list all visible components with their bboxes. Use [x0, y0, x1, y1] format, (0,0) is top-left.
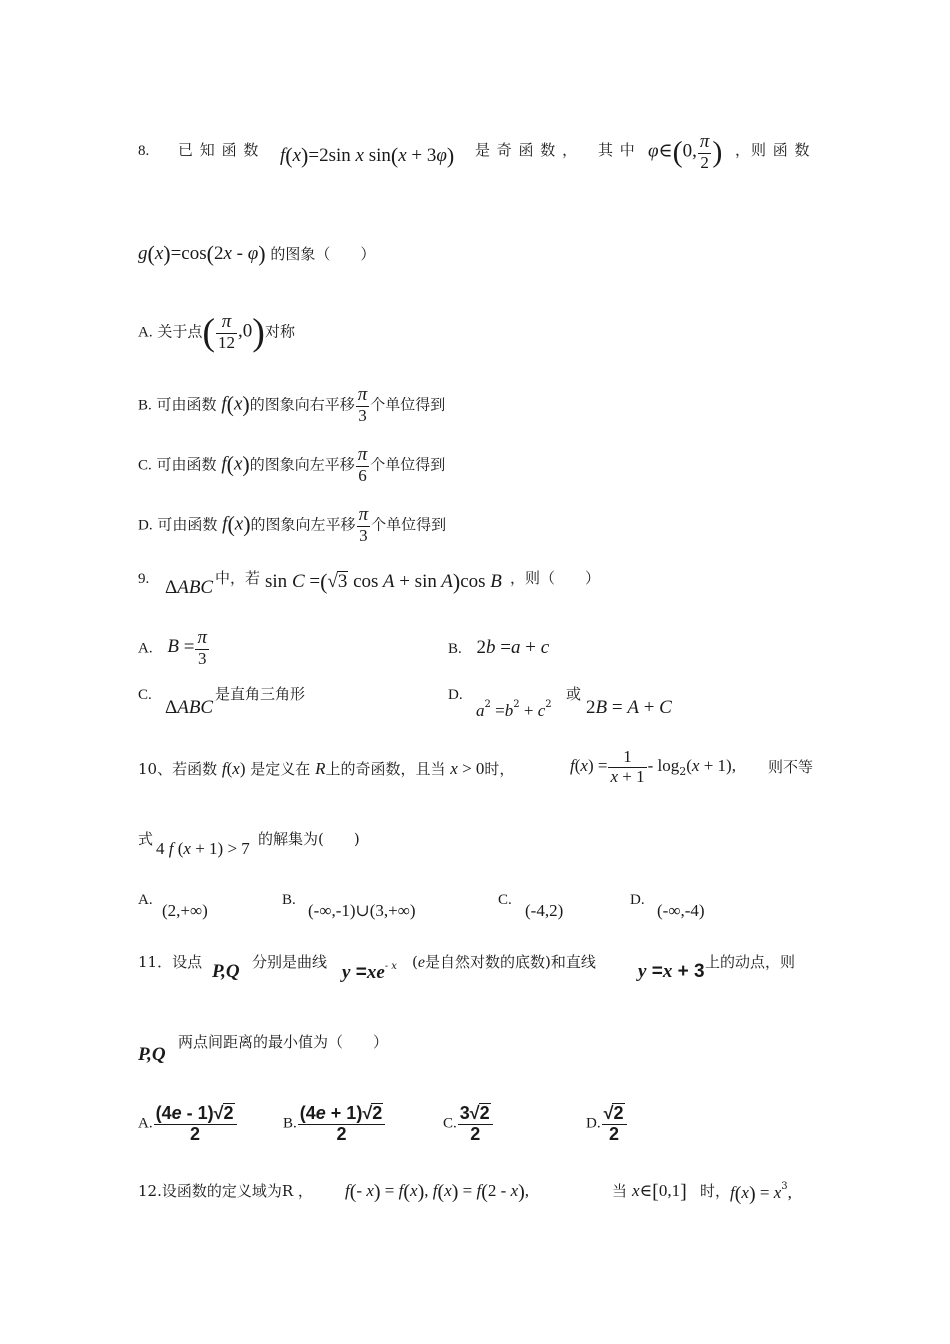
q8-number: 8.: [138, 143, 150, 159]
q8-odd-text: 是 奇 函 数 ，: [475, 141, 579, 159]
q9-triangle: ΔABC: [165, 577, 214, 598]
q11-e-note2: 是自然对数的底数)和直线: [424, 953, 596, 971]
q10-number: 10、若函数: [138, 760, 218, 778]
q8-d-text2: 的图象向左平移: [250, 515, 356, 534]
q11-option-d: D. $\frac{√2}{2}$: [586, 1103, 628, 1145]
q11-option-c: C. $\frac{3√2}{2}$: [443, 1103, 494, 1145]
q10-d-label: D.: [630, 892, 645, 908]
q8-intro: 已 知 函 数: [178, 141, 260, 159]
q8-fx-definition: f(x)=2sin x sin(x + 3φ): [280, 143, 455, 168]
q11-text1: 分别是曲线: [252, 953, 328, 971]
q8-c-text1: 可由函数: [156, 455, 217, 474]
q11-text2: 上的动点，则: [705, 953, 796, 971]
q11-line1: [138, 955, 202, 970]
q10-a-text: (2,+∞): [162, 901, 208, 920]
q11-line: y =x + 3: [638, 961, 705, 982]
q10-b-label: B.: [282, 892, 296, 908]
q8-a-text2: 对称: [264, 322, 295, 341]
q8-option-d: D. 可由函数 f(x)的图象向左平移 $\frac{\pi}{3}$ 个单位得到: [138, 504, 447, 545]
q9-c-triangle: ΔABC: [165, 697, 214, 718]
q11-option-b: B. $\frac{(4e + 1)√2}{2}$: [283, 1103, 386, 1145]
q9-b-label: B.: [448, 641, 462, 657]
q10-a-label: A.: [138, 892, 153, 908]
q8-c-label: C.: [138, 457, 152, 474]
q9-then: ，则（ ）: [510, 569, 601, 587]
q10-d-text: (-∞,-4): [657, 901, 705, 920]
q11-number: 11．设点: [138, 953, 203, 971]
q10-ineq: 4 f (x + 1) > 7: [156, 839, 250, 858]
q9-d-eq2: 2B = A + C: [586, 697, 672, 718]
q11-pq: P,Q: [212, 961, 240, 982]
q8-pi-over-12: $\frac{\pi}{12}$: [218, 311, 236, 352]
q12-def: $f(x) = x^3$,: [730, 1181, 792, 1205]
q8-gx: g(x)=cos(2x - φ) 的图象（ ）: [138, 241, 376, 266]
q9-d-label: D.: [448, 687, 463, 703]
q8-then-text: ，则 函 数: [735, 141, 811, 159]
q12-text1: 当: [612, 1182, 628, 1200]
q8-b-text2: 的图象向右平移: [249, 395, 355, 414]
q8-c-text2: 的图象向左平移: [249, 455, 355, 474]
q9-in-if: 中，若: [215, 569, 261, 587]
q9-equation: sin C =(√3 cos A + sin A)cos B: [265, 569, 502, 594]
q10-text4: 则不等: [768, 758, 814, 776]
q8-fx-formula: f: [280, 145, 286, 166]
q8-a-label: A.: [138, 324, 153, 341]
q10-frac: $\frac{1}{x + 1}$: [610, 747, 645, 786]
q10-text5: 式: [138, 830, 154, 848]
q12-range: x∈[0,1]: [632, 1181, 687, 1203]
q10-line1: 10、若函数 f(x) 是定义在 R上的奇函数，且当 x > 0时，: [138, 759, 515, 778]
q10-line2: [138, 832, 153, 847]
q11-option-a: A. $\frac{(4e - 1)√2}{2}$: [138, 1103, 238, 1145]
q10-def: f(x) = $\frac{1}{x + 1}$ - $\log_2(x + 1)$,: [570, 747, 736, 786]
q12-cond: f(- x) = f(x), f(x) = f(2 - x),: [345, 1181, 530, 1203]
q8-d-shift: $\frac{\pi}{3}$: [358, 504, 369, 545]
q11-c-label: C.: [443, 1115, 457, 1132]
q8-b-text1: 可由函数: [156, 395, 217, 414]
q11-curve: $y =xe^{- x}$: [342, 961, 397, 983]
q11-pq2: P,Q: [138, 1044, 166, 1065]
q8-c-text3: 个单位得到: [370, 455, 446, 474]
q11-text3: 两点间距离的最小值为（ ）: [178, 1033, 389, 1051]
q8-option-a: A. 关于点( $\frac{\pi}{12}$ ,0)对称: [138, 311, 295, 354]
q8-b-shift: $\frac{\pi}{3}$: [357, 384, 368, 425]
q9-option-c: [138, 687, 152, 703]
q12-number: 12.设函数的定义域为R ，: [138, 1182, 313, 1200]
q8-phi-range: φ∈(0, $\frac{\pi}{2}$ ): [648, 131, 723, 172]
q11-e: e: [417, 954, 425, 971]
q9-d-eq1: $a^2 =b^2 + c^2$: [476, 699, 552, 720]
q9-c-label: C.: [138, 687, 152, 703]
q8-a-text1: 关于点: [157, 322, 203, 341]
q9-number: 9.: [138, 571, 150, 587]
q8-line1: [138, 143, 259, 159]
q12-line1: [138, 1184, 313, 1199]
q8-c-shift: $\frac{\pi}{6}$: [357, 444, 368, 485]
q8-option-b: B. 可由函数 f(x)的图象向右平移 $\frac{\pi}{3}$ 个单位得到: [138, 384, 446, 425]
q8-d-label: D.: [138, 517, 153, 534]
q10-R: R: [315, 759, 326, 778]
q8-b-label: B.: [138, 397, 152, 414]
q9-a-label: A.: [138, 640, 153, 657]
q11-d-label: D.: [586, 1115, 601, 1132]
q10-c-label: C.: [498, 892, 512, 908]
q11-a-label: A.: [138, 1115, 153, 1132]
q12-text2: 时，: [700, 1182, 731, 1200]
q11-e-open: (: [412, 953, 418, 971]
q8-pi-over-2: $\frac{\pi}{2}$: [699, 131, 710, 172]
q9-line1: [138, 571, 149, 587]
q8-stem: 的图象（ ）: [270, 245, 376, 263]
q10-c-text: (-4,2): [525, 901, 564, 920]
q10-text6: 的解集为( ): [258, 830, 360, 848]
q9-d-or: 或: [566, 685, 582, 703]
q8-b-text3: 个单位得到: [370, 395, 446, 414]
q9-a-frac: $\frac{\pi}{3}$: [197, 627, 207, 668]
q11-b-label: B.: [283, 1115, 297, 1132]
q10-text1: 是定义在: [250, 760, 311, 778]
q10-text2: 上的奇函数，且当: [325, 760, 446, 778]
q8-d-text1: 可由函数: [157, 515, 218, 534]
q8-where-text: 其 中: [598, 141, 636, 159]
q9-c-text: 是直角三角形: [215, 685, 306, 703]
q10-b-text: (-∞,-1)∪(3,+∞): [308, 901, 416, 920]
q8-option-c: C. 可由函数 f(x)的图象向左平移 $\frac{\pi}{6}$ 个单位得到: [138, 444, 446, 485]
q9-option-b: B. 2b =a + c: [448, 637, 550, 658]
q11-e-note: [412, 955, 596, 971]
q10-text3: 时，: [484, 760, 515, 778]
q9-option-a: A. B = $\frac{\pi}{3}$: [138, 627, 207, 668]
q8-d-text3: 个单位得到: [371, 515, 447, 534]
q9-option-d: [448, 687, 463, 703]
